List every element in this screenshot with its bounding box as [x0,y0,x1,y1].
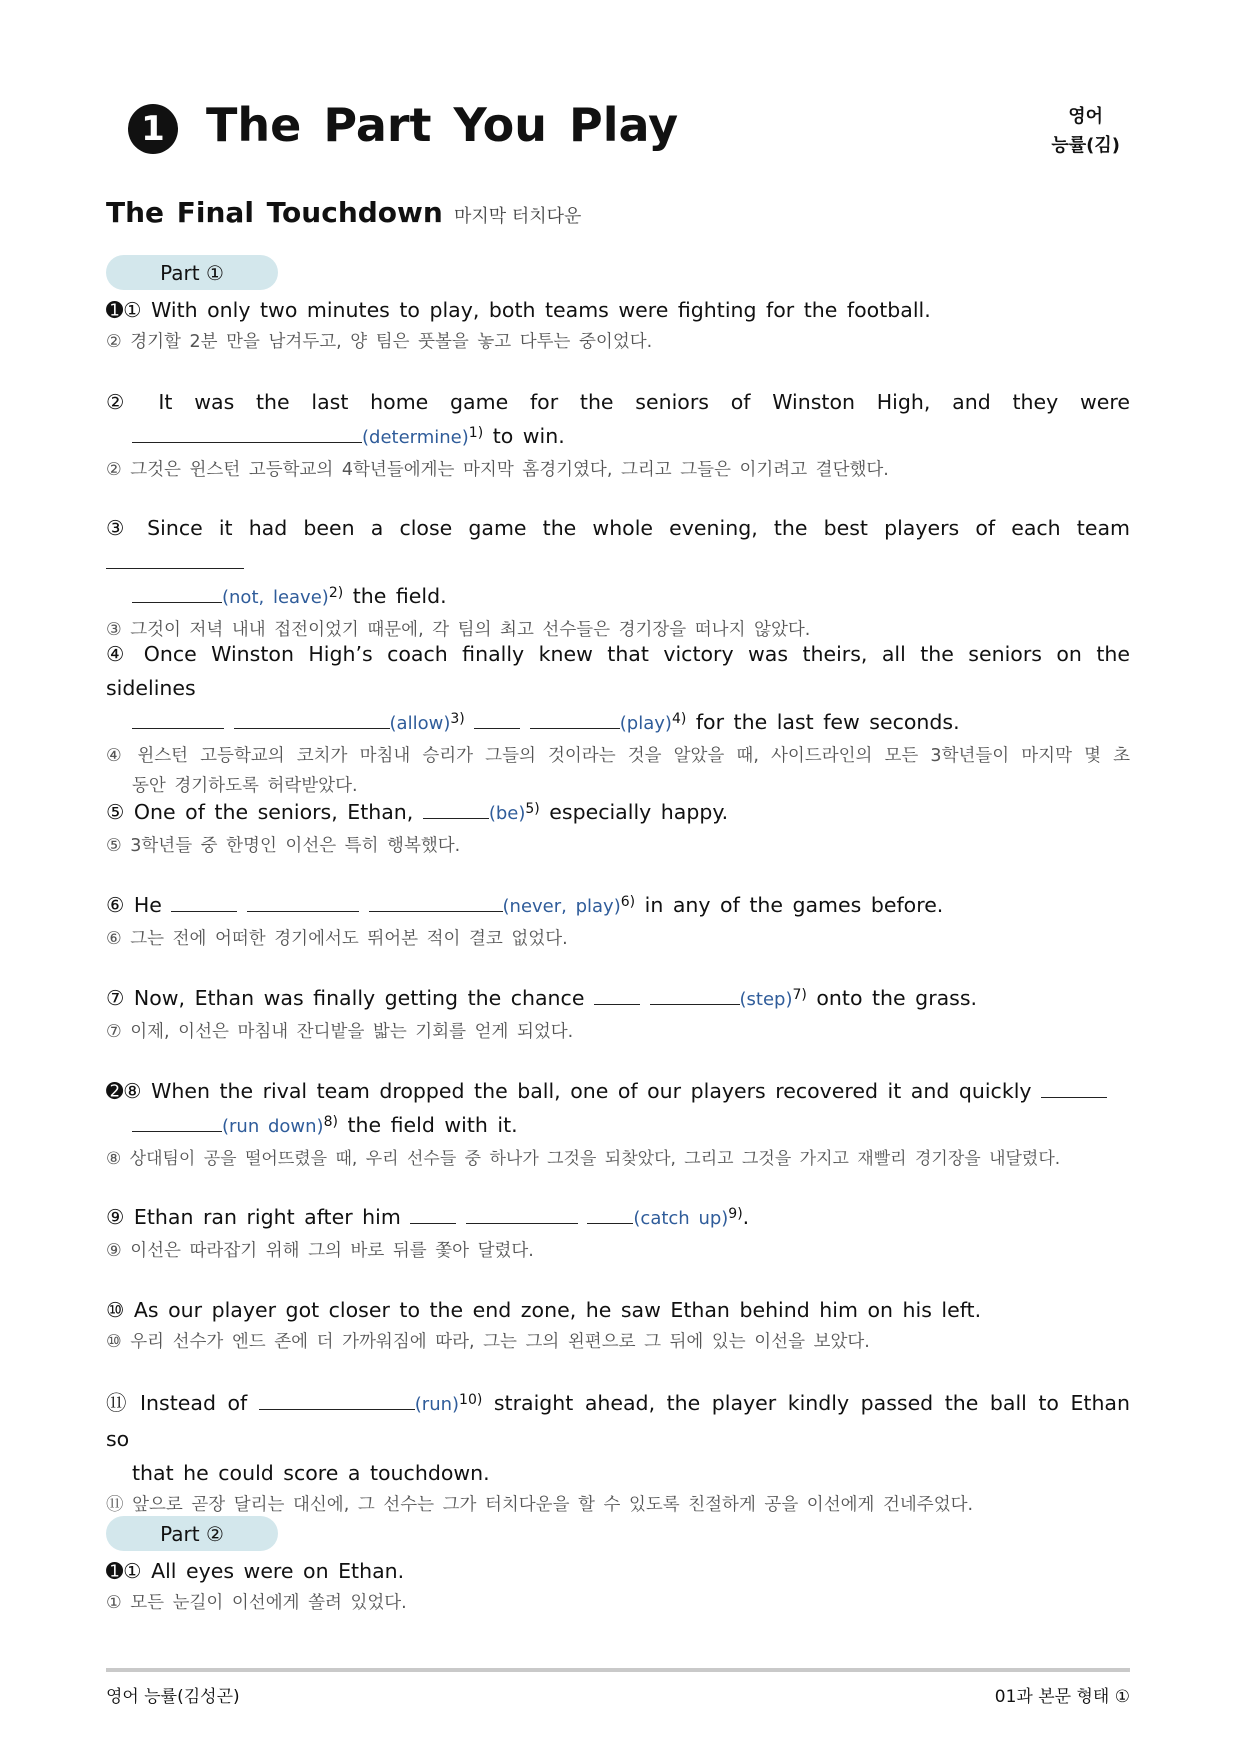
part-badge-2: Part ② [106,1516,278,1551]
answer-blank[interactable] [132,422,362,443]
sentence-continuation: onto the grass. [816,986,978,1010]
question-number: 7) [792,987,807,1003]
subject-label [1051,102,1120,160]
answer-blank[interactable] [132,708,224,729]
korean-translation: ⑩ 우리 선수가 엔드 존에 더 가까워짐에 따라, 그는 그의 왼편으로 그 뒤에 있는 이선을 보았다. [106,1332,870,1352]
lesson-title-korean: 마지막 터치다운 [453,206,582,227]
chapter-number: 1 [128,104,178,154]
korean-translation: ④ 윈스턴 고등학교의 코치가 마침내 승리가 그들의 것이라는 것을 알았을 때, 사이드라인의 모든 3학년들이 마지막 몇 초 [106,746,1130,766]
answer-blank[interactable] [132,582,222,603]
english-sentence: ⑦ Now, Ethan was finally getting the chance [106,986,585,1010]
sentence-block [106,293,1130,357]
korean-translation: ② 경기할 2분 만을 남겨두고, 양 팀은 풋볼을 놓고 다투는 중이었다. [106,332,653,352]
question-number: 1) [468,425,484,441]
english-sentence: ⑤ One of the seniors, Ethan, [106,800,414,824]
verb-hint: (be) [488,803,526,824]
verb-hint: (never, play) [502,896,621,917]
korean-translation: ⑦ 이제, 이선은 마침내 잔디밭을 밟는 기회를 얻게 되었다. [106,1022,574,1042]
sentence-continuation: especially happy. [549,800,729,824]
part-badge-1: Part ① [106,255,278,290]
korean-translation: ② 그것은 윈스턴 고등학교의 4학년들에게는 마지막 홈경기였다, 그리고 그들은 이기려고 결단했다. [106,460,889,480]
sentence-block [106,1200,1130,1266]
korean-translation: ⑪ 앞으로 곧장 달리는 대신에, 그 선수는 그가 터치다운을 할 수 있도록 친절하게 공을 이선에게 건네주었다. [106,1495,974,1515]
sentence-block [106,637,1130,801]
question-number: 2) [328,585,344,601]
sentence-continuation: that he could score a touchdown. [132,1461,490,1485]
footer-textbook: 영어 능률(김성곤) [106,1687,240,1707]
korean-translation: ⑥ 그는 전에 어떠한 경기에서도 뛰어본 적이 결코 없었다. [106,929,568,949]
chapter-title: The Part You Play [206,98,679,152]
question-number: 3) [450,711,465,727]
verb-hint: (run) [414,1394,460,1415]
sentence-block [106,795,1130,861]
footer-lesson: 01과 본문 형태 ① [994,1687,1130,1707]
answer-blank[interactable] [594,984,640,1005]
answer-blank[interactable] [650,984,740,1005]
sentence-block [106,511,1130,645]
korean-translation: ③ 그것이 저녁 내내 접전이었기 때문에, 각 팀의 최고 선수들은 경기장을 떠나지 않았다. [106,620,811,640]
answer-blank[interactable] [369,891,503,912]
answer-blank[interactable] [410,1203,456,1224]
korean-translation: ① 모든 눈길이 이선에게 쏠려 있었다. [106,1593,407,1613]
subject-name: 영어 [1068,106,1104,127]
english-sentence: ➋⑧ When the rival team dropped the ball, one of our players recovered it and quickly [106,1079,1032,1103]
question-number: 6) [620,894,636,910]
answer-blank[interactable] [423,798,489,819]
answer-blank[interactable] [234,708,390,729]
verb-hint: (allow) [389,713,451,734]
question-number: 8) [323,1114,338,1130]
sentence-continuation: to win. [492,424,565,448]
lesson-title: The Final Touchdown [106,196,443,229]
verb-hint: (determine) [362,427,469,448]
korean-translation: ⑤ 3학년들 중 한명인 이선은 특히 행복했다. [106,836,461,856]
question-number: 10) [459,1392,483,1408]
sentence-block [106,1293,1130,1357]
sentence-continuation: straight ahead, the player kindly passed the ball to Ethan so [106,1391,1130,1451]
korean-translation: ⑨ 이선은 따라잡기 위해 그의 바로 뒤를 쫓아 달렸다. [106,1241,534,1261]
english-sentence: ⑥ He [106,893,162,917]
answer-blank[interactable] [171,891,237,912]
verb-hint: (play) [619,713,672,734]
publisher-name: 능률(김) [1051,135,1120,156]
sentence-block [106,1074,1130,1174]
sentence-continuation: in any of the games before. [644,893,944,917]
korean-translation: ⑧ 상대팀이 공을 떨어뜨렸을 때, 우리 선수들 중 하나가 그것을 되찾았다, 그리고 그것을 가지고 재빨리 경기장을 내달렸다. [106,1149,1061,1169]
answer-blank[interactable] [106,548,244,569]
sentence-continuation: the field with it. [347,1113,518,1137]
question-number: 9) [728,1206,743,1222]
english-sentence: ⑩ As our player got closer to the end zone, he saw Ethan behind him on his left. [106,1298,982,1322]
english-sentence: ② It was the last home game for the seniors of Winston High, and they were [106,390,1130,414]
verb-hint: (step) [739,989,793,1010]
lesson-heading [106,196,581,229]
verb-hint: (run down) [222,1116,324,1137]
footer-divider [106,1668,1130,1672]
verb-hint: (catch up) [633,1208,729,1229]
english-sentence: ⑨ Ethan ran right after him [106,1205,401,1229]
answer-blank[interactable] [259,1389,415,1410]
sentence-continuation: . [742,1205,750,1229]
sentence-block [106,888,1130,954]
answer-blank[interactable] [587,1203,633,1224]
sentence-block [106,1386,1130,1520]
english-sentence: ④ Once Winston High’s coach finally knew that victory was theirs, all the seniors on the sidelines [106,642,1130,700]
chapter-header [128,98,1128,168]
korean-translation-continued: 동안 경기하도록 허락받았다. [132,776,358,796]
answer-blank[interactable] [132,1111,222,1132]
english-sentence: ⑪ Instead of [106,1391,248,1415]
answer-blank[interactable] [1041,1077,1107,1098]
sentence-continuation: the field. [352,584,447,608]
question-number: 5) [525,801,540,817]
sentence-block [106,385,1130,485]
answer-blank[interactable] [530,708,620,729]
english-sentence: ➊① With only two minutes to play, both teams were fighting for the football. [106,298,931,322]
english-sentence: ③ Since it had been a close game the whole evening, the best players of each team [106,516,1130,540]
answer-blank[interactable] [247,891,359,912]
answer-blank[interactable] [466,1203,578,1224]
answer-blank[interactable] [474,708,520,729]
sentence-continuation: for the last few seconds. [695,710,960,734]
question-number: 4) [671,711,687,727]
sentence-block [106,1554,1130,1618]
sentence-block [106,981,1130,1047]
verb-hint: (not, leave) [222,587,329,608]
english-sentence: ➊① All eyes were on Ethan. [106,1559,405,1583]
